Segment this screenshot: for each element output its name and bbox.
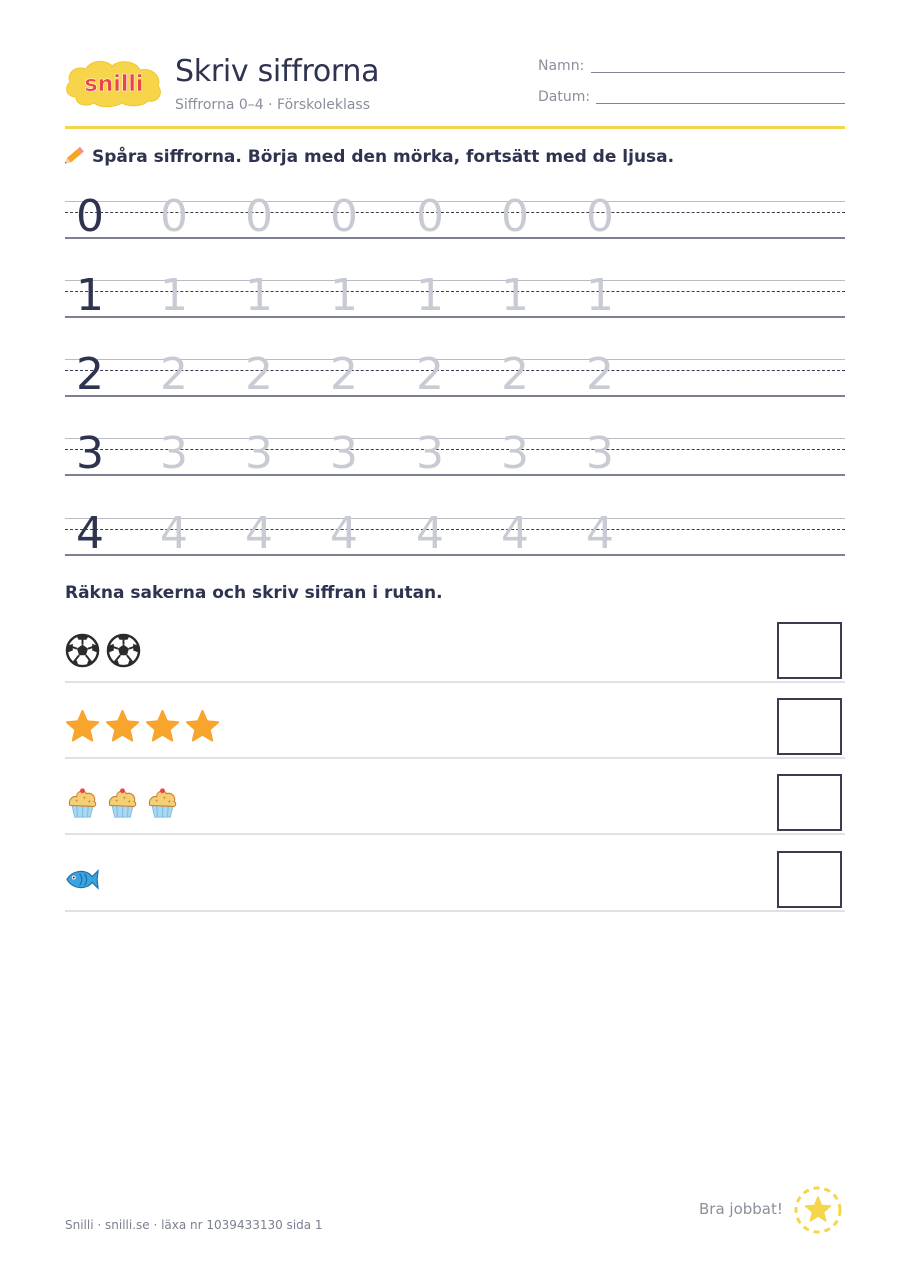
logo-text: snilli <box>84 72 144 97</box>
trace-digit: 1 <box>586 270 614 321</box>
name-field[interactable] <box>591 72 845 73</box>
date-field[interactable] <box>596 103 845 104</box>
trace-digit: 2 <box>586 349 614 400</box>
trace-digit: 0 <box>416 191 444 242</box>
trace-digit: 3 <box>245 428 273 479</box>
trace-digit: 3 <box>501 428 529 479</box>
trace-digit: 0 <box>586 191 614 242</box>
tracing-instruction-text: Spåra siffrorna. Börja med den mörka, fortsätt med de ljusa. <box>92 147 675 167</box>
page-title: Skriv siffrorna <box>175 54 380 89</box>
model-digit: 0 <box>76 191 104 242</box>
trace-digit: 1 <box>160 270 188 321</box>
count-items <box>65 862 100 898</box>
model-digit: 1 <box>76 270 104 321</box>
tracing-instruction <box>64 145 674 167</box>
row-divider <box>65 757 845 759</box>
trace-digit: 0 <box>245 191 273 242</box>
trace-digit: 0 <box>160 191 188 242</box>
trace-digit: 4 <box>416 508 444 559</box>
cupcake-icon <box>105 785 140 820</box>
trace-digit: 0 <box>501 191 529 242</box>
count-items <box>65 709 220 745</box>
trace-digit: 2 <box>245 349 273 400</box>
star-icon <box>105 709 140 744</box>
trace-row-2[interactable] <box>65 349 845 400</box>
row-divider <box>65 910 845 912</box>
model-digit: 4 <box>76 508 104 559</box>
trace-digit: 1 <box>330 270 358 321</box>
count-row-3 <box>65 774 845 834</box>
count-row-1 <box>65 622 845 682</box>
snilli-logo <box>64 57 164 109</box>
trace-row-4[interactable] <box>65 508 845 559</box>
answer-box[interactable] <box>777 698 842 755</box>
star-icon <box>65 709 100 744</box>
praise-text: Bra jobbat! <box>699 1200 783 1218</box>
trace-digit: 2 <box>501 349 529 400</box>
count-row-2 <box>65 698 845 758</box>
trace-digit: 2 <box>416 349 444 400</box>
row-divider <box>65 833 845 835</box>
trace-digit: 2 <box>330 349 358 400</box>
star-icon <box>145 709 180 744</box>
counting-instruction: Räkna sakerna och skriv siffran i rutan. <box>65 583 443 603</box>
trace-row-0[interactable] <box>65 191 845 242</box>
soccer-ball-icon <box>106 633 141 668</box>
trace-digit: 1 <box>501 270 529 321</box>
trace-digit: 4 <box>586 508 614 559</box>
answer-box[interactable] <box>777 622 842 679</box>
trace-digit: 0 <box>330 191 358 242</box>
pencil-icon <box>64 145 86 165</box>
model-digit: 2 <box>76 349 104 400</box>
count-row-4 <box>65 851 845 911</box>
cupcake-icon <box>65 785 100 820</box>
count-items <box>65 785 180 821</box>
trace-digit: 1 <box>245 270 273 321</box>
name-label: Namn: <box>538 58 585 74</box>
page-subtitle: Siffrorna 0–4 · Förskoleklass <box>175 97 371 113</box>
trace-digit: 4 <box>160 508 188 559</box>
count-items <box>65 633 141 669</box>
star-icon <box>185 709 220 744</box>
soccer-ball-icon <box>65 633 100 668</box>
answer-box[interactable] <box>777 851 842 908</box>
cupcake-icon <box>145 785 180 820</box>
trace-digit: 2 <box>160 349 188 400</box>
row-divider <box>65 681 845 683</box>
trace-row-1[interactable] <box>65 270 845 321</box>
date-label: Datum: <box>538 89 591 105</box>
trace-row-3[interactable] <box>65 428 845 479</box>
trace-digit: 4 <box>330 508 358 559</box>
footer-text: Snilli · snilli.se · läxa nr 1039433130 sida 1 <box>65 1218 323 1232</box>
trace-digit: 4 <box>245 508 273 559</box>
trace-digit: 3 <box>160 428 188 479</box>
trace-digit: 1 <box>416 270 444 321</box>
fish-icon <box>65 862 100 897</box>
trace-digit: 4 <box>501 508 529 559</box>
trace-digit: 3 <box>586 428 614 479</box>
model-digit: 3 <box>76 428 104 479</box>
trace-digit: 3 <box>416 428 444 479</box>
trace-digit: 3 <box>330 428 358 479</box>
header-divider <box>65 126 845 129</box>
answer-box[interactable] <box>777 774 842 831</box>
star-badge-icon <box>793 1185 843 1235</box>
